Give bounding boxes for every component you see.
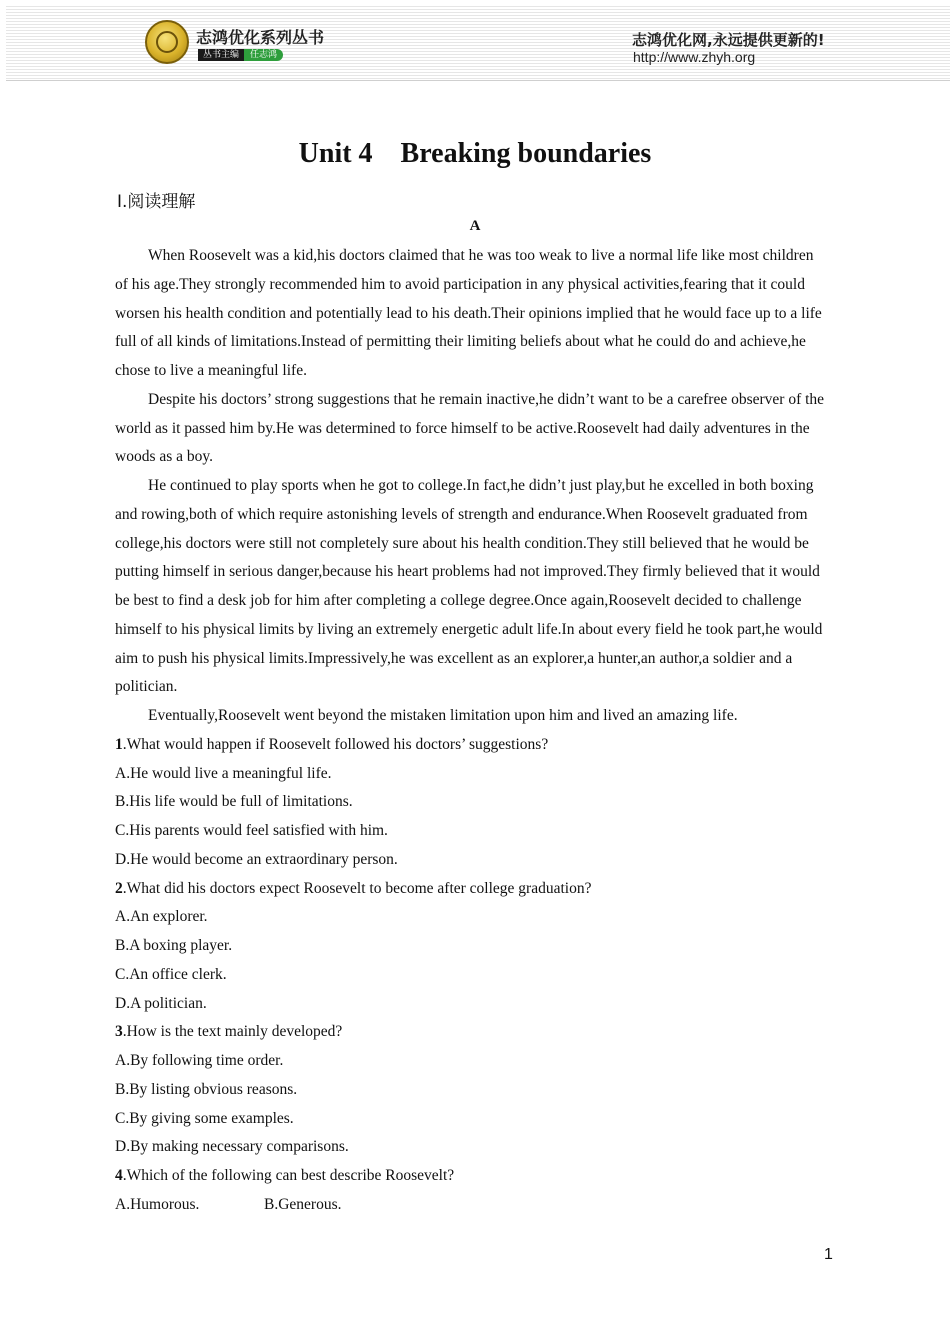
question-number: 3 — [115, 1023, 123, 1041]
question-1 — [115, 731, 827, 760]
question-number: 1 — [115, 735, 123, 753]
page-title: Unit 4 Breaking boundaries — [298, 138, 652, 169]
option: A.He would live a meaningful life. — [115, 764, 332, 782]
question-text: .Which of the following can best describe Roosevelt? — [122, 1167, 455, 1184]
question-number: 2 — [115, 879, 123, 897]
editor-label: 丛书主编 — [198, 49, 244, 61]
option: A.Humorous. — [115, 1195, 200, 1213]
page-number: 1 — [824, 1246, 833, 1263]
paragraph: Despite his doctors’ strong suggestions that he remain inactive,he didn’t want to be a carefree observer of the world as it passed him by.He was determined to force himself to be active.Roosevelt had daily adventures in the woods as a boy. — [115, 390, 825, 466]
editor-name: 任志鸿 — [244, 49, 283, 61]
header-url: http://www.zhyh.org — [633, 49, 756, 65]
passage-content — [115, 242, 827, 1220]
question-text: .What would happen if Roosevelt followed his doctors’ suggestions? — [122, 735, 549, 753]
option: D.He would become an extraordinary person. — [115, 850, 398, 868]
zhihong-logo-emblem-icon — [145, 20, 189, 64]
editor-credit — [198, 49, 283, 61]
question-4 — [115, 1162, 827, 1191]
option: C.His parents would feel satisfied with him. — [115, 822, 388, 839]
question-text: .What did his doctors expect Roosevelt to become after college graduation? — [122, 879, 592, 897]
option: B.His life would be full of limitations. — [115, 793, 353, 811]
option: A.By following time order. — [115, 1052, 284, 1069]
question-text: .How is the text mainly developed? — [122, 1023, 343, 1041]
question-2 — [115, 875, 827, 904]
option: B.A boxing player. — [115, 937, 233, 954]
question-number: 4 — [115, 1167, 123, 1184]
option: C.By giving some examples. — [115, 1109, 294, 1127]
paragraph: When Roosevelt was a kid,his doctors claimed that he was too weak to live a normal life like most children of his age.They strongly recommended him to avoid participation in any physical activities,fearing that it could worsen his health condition and potentially lead to his death.Their opinions implied that he would face up to a life full of all kinds of limitations.Instead of permitting their limiting beliefs about what he could do and achieve,he chose to live a meaningful life. — [115, 247, 822, 379]
option: C.An office clerk. — [115, 965, 227, 983]
section-heading: Ⅰ.阅读理解 — [117, 192, 196, 212]
paragraph: He continued to play sports when he got to college.In fact,he didn’t just play,but he excelled in both boxing and rowing,both of which require astonishing levels of strength and endurance.When Roosevelt graduated from college,his doctors were still not completely sure about his health condition.They still believed that he would be putting himself in serious danger,because his heart problems had not improved.They firmly believed that it would be best to find a desk job for him after completing a college degree.Once again,Roosevelt decided to challenge himself to his physical limits by living an extremely energetic adult life.In about every field he took part,he would aim to push his physical limits.Impressively,he was excellent as an explorer,a hunter,an author,a soldier and a politician. — [115, 477, 823, 696]
header-slogan: 志鸿优化网,永远提供更新的! — [632, 31, 825, 49]
option: B.Generous. — [264, 1195, 342, 1213]
option: D.A politician. — [115, 994, 207, 1012]
series-title: 志鸿优化系列丛书 — [196, 28, 325, 47]
passage-label: A — [469, 218, 481, 234]
question-3 — [115, 1018, 827, 1047]
option: D.By making necessary comparisons. — [115, 1138, 349, 1156]
option: A.An explorer. — [115, 908, 208, 926]
option: B.By listing obvious reasons. — [115, 1080, 298, 1098]
header-divider — [6, 80, 950, 81]
paragraph: Eventually,Roosevelt went beyond the mistaken limitation upon him and lived an amazing life. — [148, 707, 738, 724]
option-row — [115, 1191, 827, 1220]
